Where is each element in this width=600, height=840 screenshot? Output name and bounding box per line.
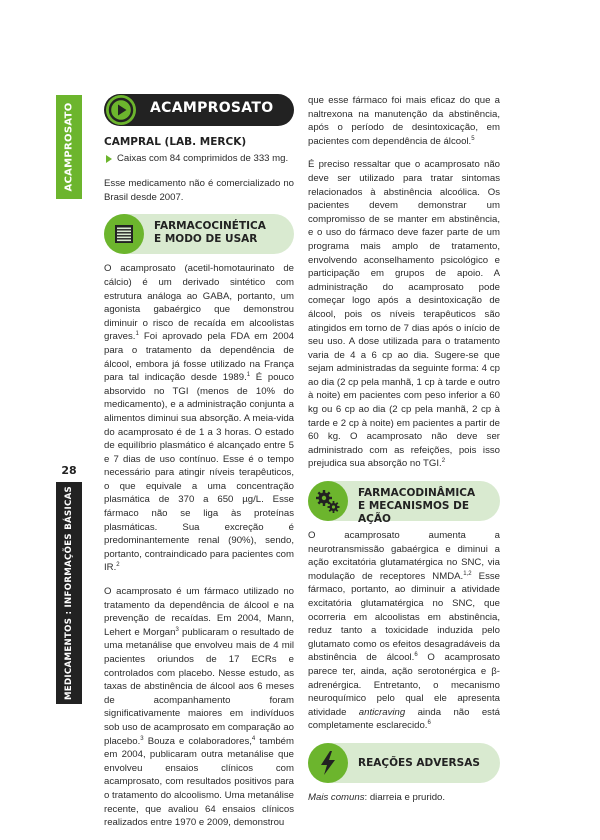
gears-icon <box>308 481 348 521</box>
bullet-triangle-icon <box>106 155 112 163</box>
section-title: FARMACOCINÉTICA E MODO DE USAR <box>154 220 266 246</box>
paragraph: É preciso ressaltar que o acamprosato não deve ser utilizado para tratar sintomas relacionados à abstinência alcoólica. Os pacientes devem demonstrar um compromisso de se manter em abstinência, e o uso do fármaco deve fazer parte de um programa mais amplo de tratamento, envolvendo aconselhamento psicológico e participação em grupos de apoio. A administração do acamprosato pode começar logo após a desintoxicação de álcool, pois os níveis terapêuticos são atingidos em torno de 7 dias após o início de seu uso. A dose utilizada para o tratamento varia de 4 a 6 cp ao dia. Sugere-se que sejam administradas da seguinte forma: 4 cp ao dia (2 cp pela manhã, 1 cp à tarde e outro à noite) em pacientes com peso inferior a 60 kg ou 6 cp ao dia (2 cp pela manhã, 2 cp à tarde e 2 cp à noite) em pacientes a partir de 60 kg. O acamprosato não deve ser administrado com as refeições, pois isso prejudica sua absorção no TGI.$^2$ <box>308 159 500 470</box>
presentation-item <box>104 152 294 166</box>
section-header-adverse-reactions <box>308 743 500 783</box>
section-title: FARMACODINÂMICA E MECANISMOS DE AÇÃO <box>358 487 476 526</box>
sidebar-chapter-label: ACAMPROSATO <box>63 102 75 192</box>
drug-title-bar <box>104 94 294 126</box>
sidebar-chapter-tab <box>56 95 82 199</box>
paragraph: Mais comuns: diarreia e prurido. <box>308 791 446 803</box>
sidebar-book-tab <box>56 482 82 704</box>
play-icon <box>106 95 136 125</box>
availability-note: Esse medicamento não é comercializado no Brasil desde 2007. <box>104 178 294 203</box>
paragraph: O acamprosato aumenta a neurotransmissão gabaérgica e diminui a ação excitatória glutamatérgica no SNC, via modulação de receptores NMDA.$^{1,2}$ Esse fármaco, portanto, ao diminuir a atividade excitatória glutamatérgica no SNC, que ocorreria em alcoolistas em abstinência, reduz tanto a toxicidade induzida pelo glutamato como os efeitos desagradáveis da abstinência de álcool.$^6$ O acamprosato parece ter, ainda, ação serotonérgica e β-adrenérgica. Entretanto, o mecanismo neuroquímico pelo qual ele apresenta atividade anticraving ainda não está completamente esclarecido.$^6$ <box>308 530 500 732</box>
drug-title: ACAMPROSATO <box>150 100 274 116</box>
sidebar-book-label: MEDICAMENTOS : INFORMAÇÕES BÁSICAS <box>64 485 74 701</box>
section-title: REAÇÕES ADVERSAS <box>358 756 480 769</box>
brand-name: CAMPRAL (LAB. MERCK) <box>104 136 247 148</box>
left-column <box>104 94 294 840</box>
paragraph: O acamprosato é um fármaco utilizado no tratamento da dependência de álcool e na prevenção de recaídas. Em 2004, Mann, Lehert e Morgan$^3$ publicaram o resultado de uma metanálise que envolveu mais de 4 mil pacientes oriundos de 17 ECRs e controlados com placebo. Nesse estudo, as taxas de abstinência de álcool aos 6 meses de acompanhamento foram significativamente maiores em indivíduos sob uso de acamprosato em comparação ao placebo.$^3$ Bouza e colaboradores,$^4$ também em 2004, publicaram outra metanálise que envolveu ensaios clínicos com acamprosato, com resultados positivos para o tratamento do alcoolismo. Uma metanálise recente, que avaliou 64 ensaios clínicos realizados entre 1970 e 2009, demonstrou <box>104 586 294 829</box>
paragraph: que esse fármaco foi mais eficaz do que a naltrexona na manutenção da abstinência, após o período de desintoxicação, em pacientes com dependência de álcool.$^5$ <box>308 95 500 147</box>
right-column <box>308 94 500 815</box>
paragraph: O acamprosato (acetil-homotaurinato de cálcio) é um derivado sintético com estrutura análoga ao GABA, portanto, um agonista gabaérgico que demonstrou diminuir o risco de recaída em alcoolistas graves.$^1$ Foi aprovado pela FDA em 2004 para o tratamento da dependência de álcool, embora já fosse utilizado na França para tal indicação desde 1989.$^1$ É pouco absorvido no TGI (menos de 10% do medicamento), e a administração conjunta a alimentos diminui sua absorção. A meia-vida do acamprosato é de 1 a 3 horas. O estado de equilíbrio plasmático é alcançado entre 5 e 7 dias de uso contínuo. Esse é o tempo necessário para atingir níveis terapêuticos, o que equivale a uma concentração plasmática de 370 a 650 µg/L. Esse fármaco não se liga às proteínas plasmáticas. Sua excreção é predominantemente renal (90%), sendo, portanto, contraindicado para pacientes com IR.$^2$ <box>104 263 294 574</box>
presentation-text: Caixas com 84 comprimidos de 333 mg. <box>117 152 289 164</box>
section-header-pharmacokinetics <box>104 214 294 254</box>
page-number: 28 <box>61 464 77 477</box>
lightning-icon <box>308 743 348 783</box>
document-lines-icon <box>104 214 144 254</box>
section-header-pharmacodynamics <box>308 481 500 526</box>
